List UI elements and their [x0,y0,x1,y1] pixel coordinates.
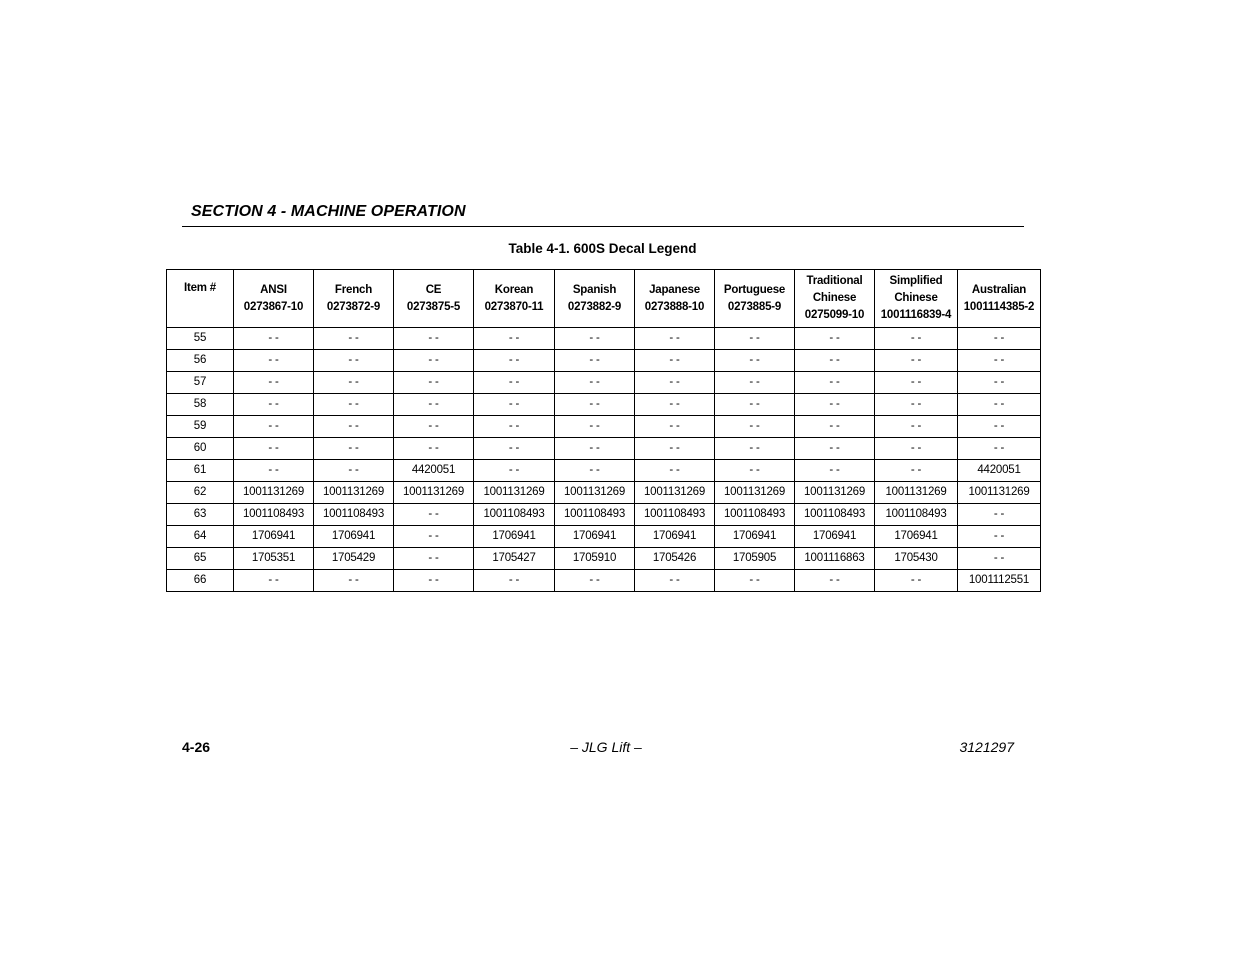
decal-number-cell: 1001131269 [795,482,875,504]
decal-number-cell: - - [958,372,1041,394]
decal-number-cell: 1001108493 [314,504,394,526]
decal-number-cell: - - [314,438,394,460]
decal-number-cell: - - [795,460,875,482]
decal-legend-table [166,269,1041,592]
table-row [167,394,1041,416]
decal-number-cell: - - [958,504,1041,526]
column-header-line: 0273872-9 [326,300,381,313]
table-row [167,350,1041,372]
table-row [167,460,1041,482]
decal-number-cell: - - [795,438,875,460]
decal-number-cell: 1001131269 [958,482,1041,504]
column-header [715,270,795,328]
column-header [394,270,474,328]
decal-number-cell: 1705910 [555,548,635,570]
decal-number-cell: - - [474,570,555,592]
decal-number-cell: - - [875,394,958,416]
decal-number-cell: - - [875,328,958,350]
decal-number-cell: - - [795,328,875,350]
column-header-line: ANSI [260,283,287,296]
decal-number-cell: - - [875,570,958,592]
table-row [167,482,1041,504]
item-number-cell: 58 [167,394,234,416]
decal-number-cell: - - [635,372,715,394]
decal-number-cell: - - [314,328,394,350]
table-caption: Table 4-1. 600S Decal Legend [508,241,697,256]
decal-number-cell: - - [715,460,795,482]
decal-number-cell: - - [715,438,795,460]
decal-number-cell: - - [715,416,795,438]
decal-number-cell: - - [314,394,394,416]
decal-number-cell: - - [474,416,555,438]
section-title: SECTION 4 - MACHINE OPERATION [191,203,466,220]
decal-number-cell: - - [555,372,635,394]
table-header [167,270,1041,328]
decal-number-cell: 1001108493 [635,504,715,526]
column-header [795,270,875,328]
decal-number-cell: 1001108493 [795,504,875,526]
decal-number-cell: 1001108493 [234,504,314,526]
item-number-cell: 63 [167,504,234,526]
column-header [234,270,314,328]
decal-number-cell: - - [555,416,635,438]
decal-number-cell: - - [394,526,474,548]
column-header-line: Portuguese [723,283,786,296]
decal-number-cell: - - [234,328,314,350]
decal-number-cell: 1001131269 [635,482,715,504]
decal-number-cell: - - [314,372,394,394]
decal-number-cell: - - [958,416,1041,438]
decal-number-cell: 1001108493 [474,504,555,526]
decal-number-cell: 1001108493 [555,504,635,526]
decal-number-cell: - - [958,328,1041,350]
item-number-cell: 65 [167,548,234,570]
column-header-line: 0273875-5 [406,300,461,313]
decal-number-cell: - - [314,350,394,372]
item-number-cell: 66 [167,570,234,592]
decal-number-cell: - - [474,350,555,372]
table-row [167,416,1041,438]
decal-number-cell: - - [875,460,958,482]
decal-number-cell: - - [474,438,555,460]
column-header [474,270,555,328]
decal-number-cell: 1706941 [234,526,314,548]
decal-number-cell: - - [715,372,795,394]
footer-publisher: – JLG Lift – [570,739,642,755]
column-header-line: Spanish [572,283,617,296]
decal-number-cell: - - [958,526,1041,548]
decal-number-cell: 4420051 [958,460,1041,482]
decal-number-cell: 1001131269 [314,482,394,504]
decal-number-cell: 1705429 [314,548,394,570]
decal-number-cell: - - [958,438,1041,460]
decal-number-cell: - - [715,394,795,416]
decal-number-cell: - - [394,570,474,592]
section-header [182,201,1024,227]
decal-number-cell: - - [394,350,474,372]
decal-number-cell: - - [234,394,314,416]
decal-number-cell: - - [715,328,795,350]
item-number-cell: 60 [167,438,234,460]
column-header [635,270,715,328]
decal-number-cell: - - [555,570,635,592]
item-number-cell: 62 [167,482,234,504]
column-header-line: CE [425,283,442,296]
column-header-line: Traditional [806,275,863,287]
column-header [958,270,1041,328]
decal-number-cell: 1705430 [875,548,958,570]
column-header-line: 0273882-9 [567,300,622,313]
decal-number-cell: - - [234,460,314,482]
decal-number-cell: - - [474,328,555,350]
column-header-line: 0275099-10 [804,309,865,321]
decal-number-cell: - - [875,372,958,394]
decal-number-cell: 1001131269 [394,482,474,504]
decal-number-cell: - - [635,394,715,416]
decal-number-cell: - - [555,460,635,482]
column-header-line: 0273885-9 [727,300,782,313]
decal-number-cell: - - [394,416,474,438]
table-body [167,328,1041,592]
table-row [167,438,1041,460]
decal-number-cell: - - [958,548,1041,570]
decal-number-cell: 1001131269 [234,482,314,504]
decal-number-cell: - - [394,548,474,570]
page-number: 4-26 [182,739,211,755]
decal-number-cell: - - [394,504,474,526]
decal-number-cell: 1001108493 [715,504,795,526]
column-header-line: 1001114385-2 [963,300,1035,313]
decal-number-cell: - - [875,438,958,460]
decal-number-cell: 1706941 [795,526,875,548]
column-header-line: Simplified [889,275,943,287]
header-row [167,270,1041,328]
decal-number-cell: - - [555,394,635,416]
decal-number-cell: 1705426 [635,548,715,570]
decal-number-cell: - - [474,372,555,394]
decal-number-cell: - - [635,570,715,592]
item-number-cell: 59 [167,416,234,438]
table-row [167,548,1041,570]
decal-number-cell: 1001131269 [555,482,635,504]
decal-number-cell: - - [394,328,474,350]
decal-number-cell: 1001116863 [795,548,875,570]
decal-number-cell: - - [555,438,635,460]
decal-number-cell: - - [715,570,795,592]
decal-number-cell: - - [635,460,715,482]
decal-number-cell: 1001108493 [875,504,958,526]
decal-number-cell: 1001131269 [474,482,555,504]
column-header-line: Japanese [649,283,700,296]
column-header-line: Chinese [812,292,857,304]
decal-number-cell: - - [795,570,875,592]
decal-number-cell: 1706941 [635,526,715,548]
column-header-line: 1001116839-4 [880,309,952,321]
column-header-line: 0273867-10 [243,300,304,313]
decal-number-cell: 4420051 [394,460,474,482]
decal-number-cell: - - [234,438,314,460]
item-number-cell: 61 [167,460,234,482]
table-row [167,504,1041,526]
decal-number-cell: - - [635,438,715,460]
document-number: 3121297 [959,739,1014,755]
decal-number-cell: - - [234,416,314,438]
decal-number-cell: 1001131269 [715,482,795,504]
decal-number-cell: - - [958,394,1041,416]
column-header-line: French [334,283,373,296]
decal-number-cell: 1705905 [715,548,795,570]
decal-number-cell: 1706941 [555,526,635,548]
column-header-line: Australian [971,283,1027,296]
decal-number-cell: - - [394,438,474,460]
decal-number-cell: 1706941 [314,526,394,548]
decal-number-cell: - - [795,350,875,372]
decal-number-cell: - - [474,394,555,416]
decal-number-cell: 1001131269 [875,482,958,504]
decal-number-cell: - - [234,372,314,394]
decal-number-cell: - - [234,350,314,372]
decal-number-cell: - - [234,570,314,592]
item-number-cell: 55 [167,328,234,350]
decal-number-cell: - - [635,416,715,438]
table-row [167,372,1041,394]
decal-number-cell: - - [314,460,394,482]
column-header [555,270,635,328]
decal-number-cell: 1705427 [474,548,555,570]
decal-number-cell: - - [394,394,474,416]
decal-number-cell: - - [394,372,474,394]
decal-number-cell: - - [875,350,958,372]
column-header-line: 0273870-11 [484,300,544,313]
decal-number-cell: - - [795,372,875,394]
item-number-cell: 64 [167,526,234,548]
decal-number-cell: 1706941 [474,526,555,548]
column-header [314,270,394,328]
column-header [875,270,958,328]
table-row [167,570,1041,592]
decal-number-cell: 1705351 [234,548,314,570]
item-number-cell: 57 [167,372,234,394]
decal-number-cell: - - [314,570,394,592]
item-number-cell: 56 [167,350,234,372]
column-header-item [167,270,234,328]
decal-number-cell: - - [635,350,715,372]
table-row [167,328,1041,350]
decal-number-cell: 1706941 [875,526,958,548]
decal-number-cell: - - [314,416,394,438]
decal-number-cell: - - [715,350,795,372]
table-row [167,526,1041,548]
decal-number-cell: - - [875,416,958,438]
decal-number-cell: - - [958,350,1041,372]
decal-number-cell: - - [795,416,875,438]
decal-number-cell: - - [555,328,635,350]
column-header-line: Item # [183,282,217,294]
decal-number-cell: 1706941 [715,526,795,548]
decal-number-cell: - - [795,394,875,416]
decal-number-cell: 1001112551 [958,570,1041,592]
decal-number-cell: - - [474,460,555,482]
column-header-line: Chinese [894,292,938,304]
decal-number-cell: - - [635,328,715,350]
column-header-line: Korean [494,283,534,296]
column-header-line: 0273888-10 [644,300,705,313]
decal-number-cell: - - [555,350,635,372]
